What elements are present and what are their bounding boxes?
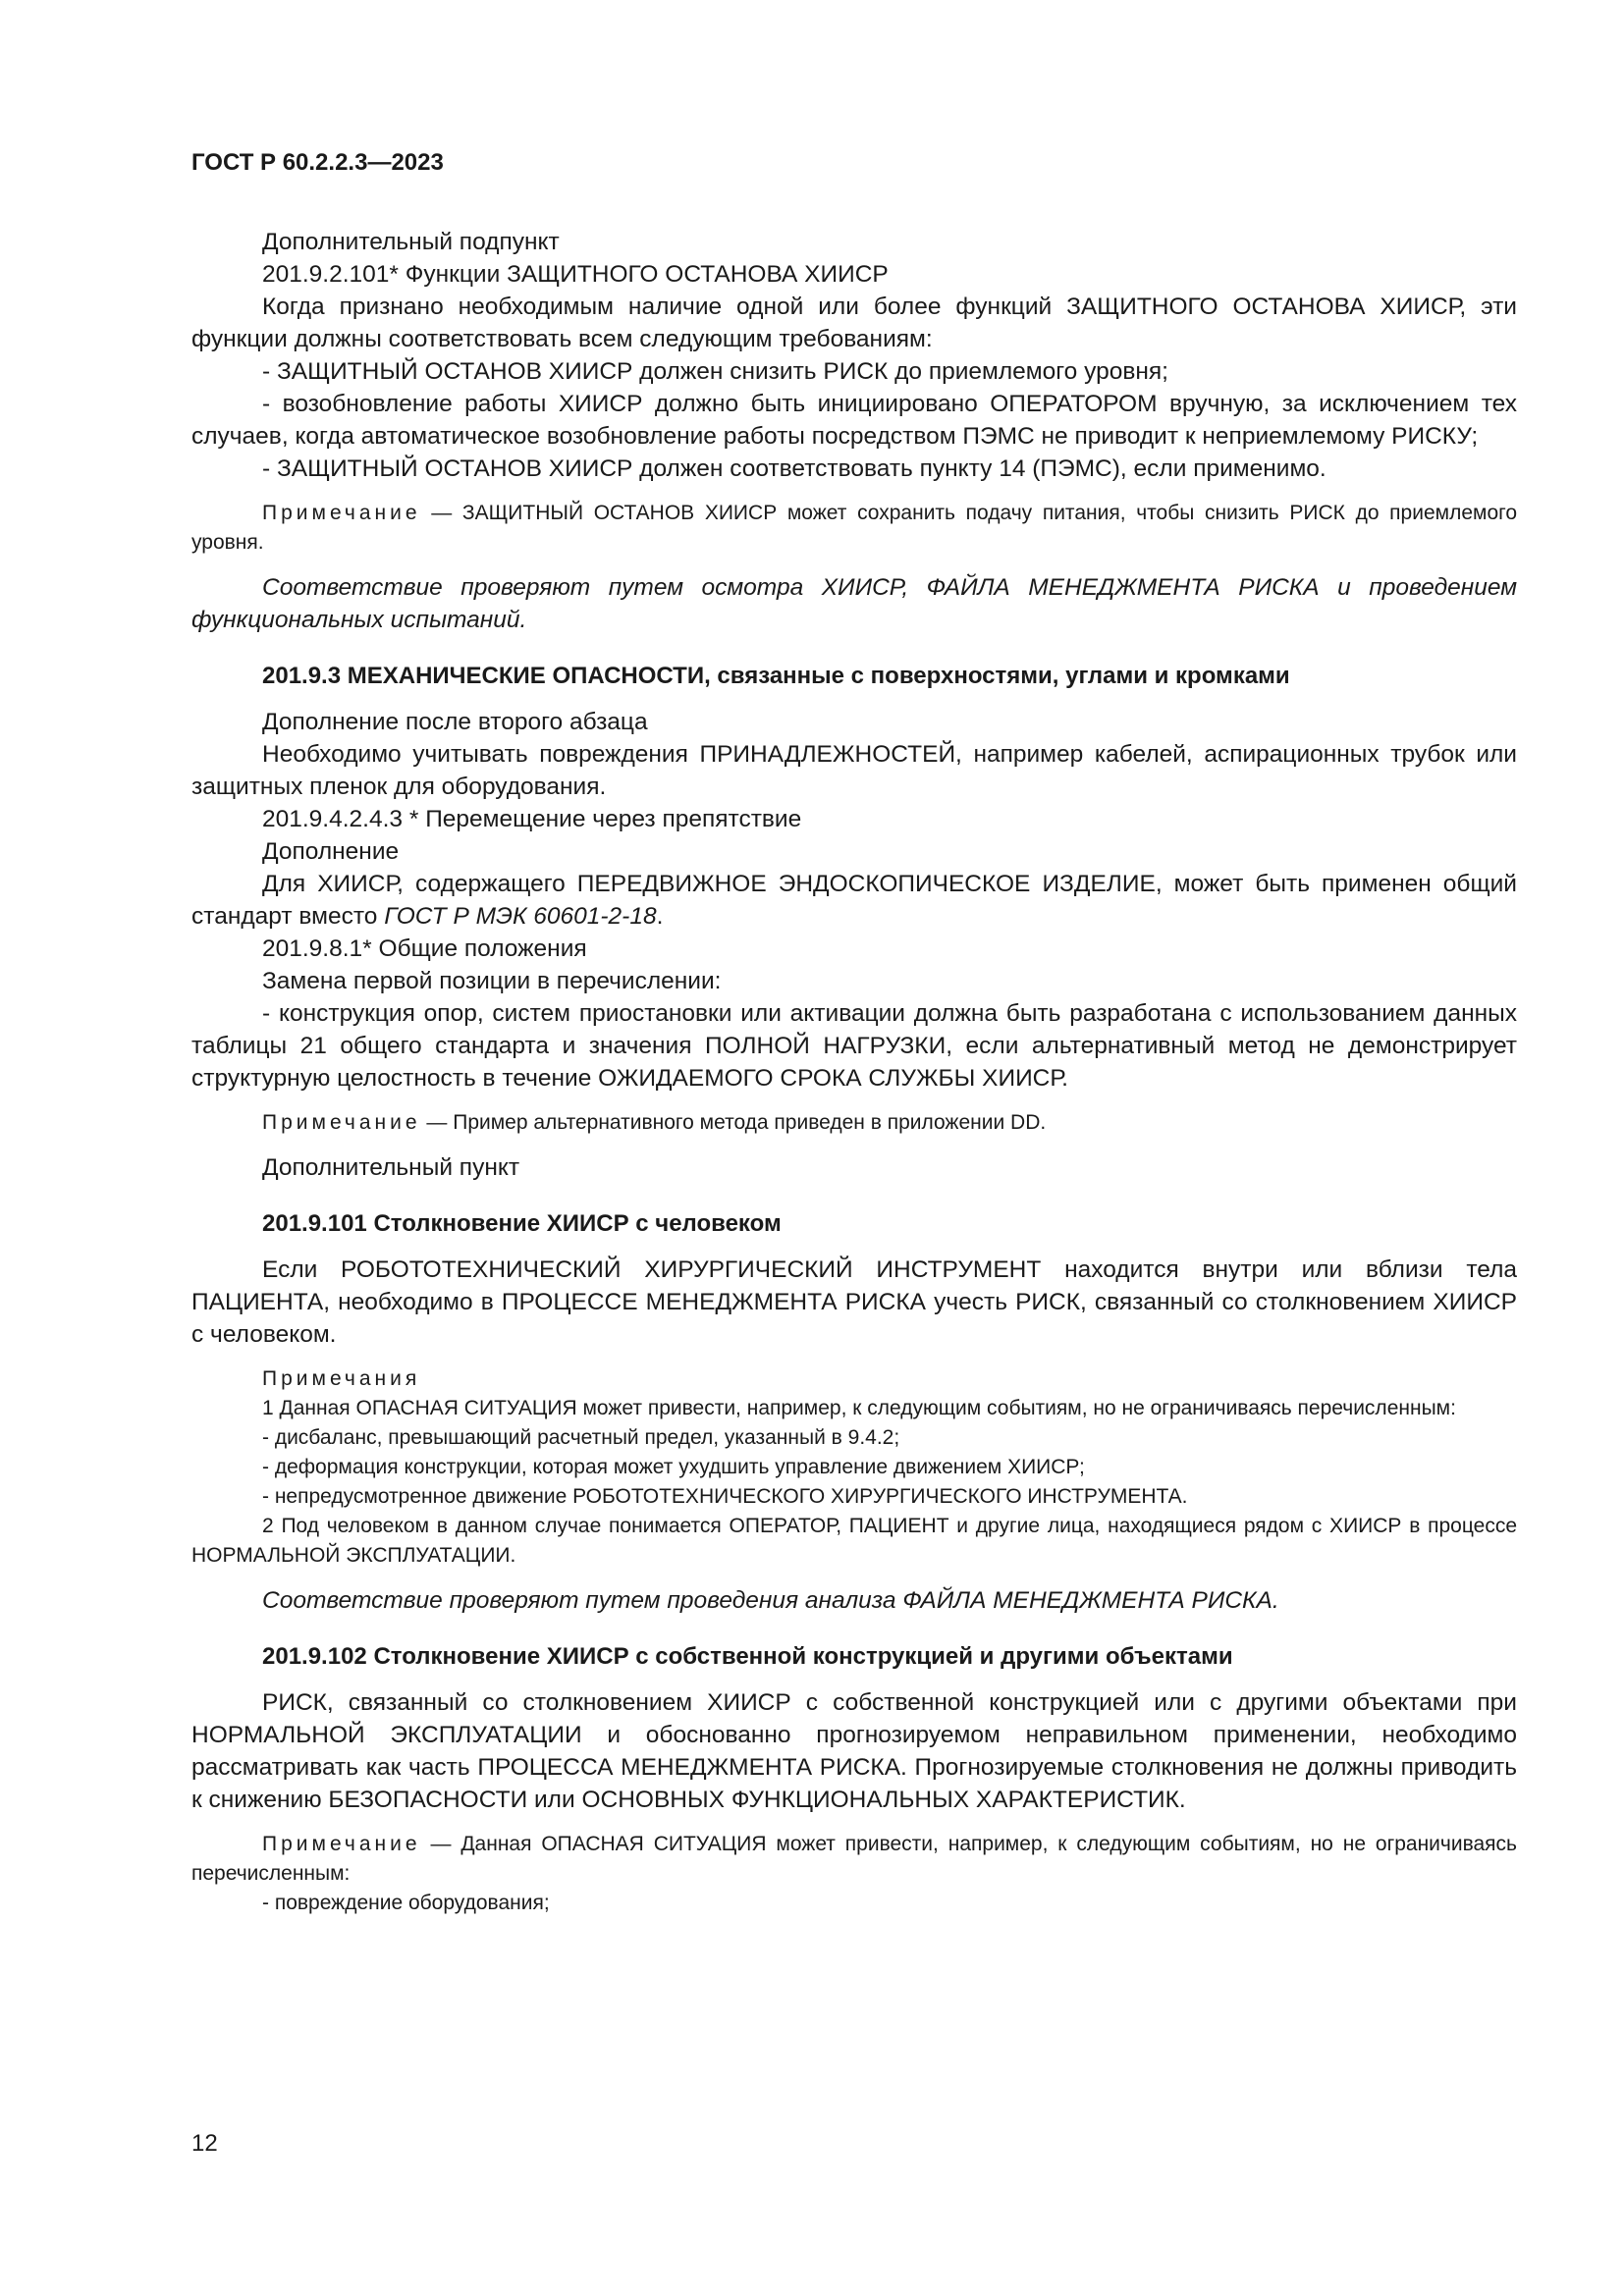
subclause-heading: 201.9.4.2.4.3 * Перемещение через препятствие bbox=[262, 806, 802, 832]
note-text: — Данная ОПАСНАЯ СИТУАЦИЯ может привести, например, к следующим событиям, но не ограничиваясь перечисленным: bbox=[191, 1833, 1517, 1885]
note bbox=[191, 1108, 1517, 1138]
paragraph: Если РОБОТОТЕХНИЧЕСКИЙ ХИРУРГИЧЕСКИЙ ИНСТРУМЕНТ находится внутри или вблизи тела ПАЦИЕНТА, необходимо в ПРОЦЕССЕ МЕНЕДЖМЕНТА РИСКА учесть РИСК, связанный со столкновением ХИИСР с человеком. bbox=[191, 1256, 1517, 1348]
note-list-item: - дисбаланс, превышающий расчетный предел, указанный в 9.4.2; bbox=[262, 1426, 900, 1449]
subclause-heading: 201.9.8.1* Общие положения bbox=[262, 935, 587, 962]
list-item: - конструкция опор, систем приостановки или активации должна быть разработана с использованием данных таблицы 21 общего стандарта и значения ПОЛНОЙ НАГРУЗКИ, если альтернативный метод не демонстрирует структурную целостность в течение ОЖИДАЕМОГО СРОКА СЛУЖБЫ ХИИСР. bbox=[191, 1000, 1517, 1092]
paragraph-end: . bbox=[656, 903, 664, 930]
paragraph: Дополнительный подпункт bbox=[262, 229, 560, 255]
paragraph: Необходимо учитывать повреждения ПРИНАДЛЕЖНОСТЕЙ, например кабелей, аспирационных трубок или защитных пленок для оборудования. bbox=[191, 741, 1517, 800]
paragraph: Дополнение после второго абзаца bbox=[262, 709, 648, 735]
compliance-check: Соответствие проверяют путем проведения анализа ФАЙЛА МЕНЕДЖМЕНТА РИСКА. bbox=[262, 1587, 1279, 1614]
document-header: ГОСТ Р 60.2.2.3—2023 bbox=[191, 149, 444, 176]
standard-reference: ГОСТ Р МЭК 60601-2-18 bbox=[384, 903, 657, 930]
note-text: — ЗАЩИТНЫЙ ОСТАНОВ ХИИСР может сохранить подачу питания, чтобы снизить РИСК до приемлемого уровня. bbox=[191, 502, 1517, 554]
paragraph-text: Для ХИИСР, содержащего ПЕРЕДВИЖНОЕ ЭНДОСКОПИЧЕСКОЕ ИЗДЕЛИЕ, может быть применен общий стандарт вместо bbox=[191, 871, 1517, 930]
list-item: - возобновление работы ХИИСР должно быть инициировано ОПЕРАТОРОМ вручную, за исключением тех случаев, когда автоматическое возобновление работы посредством ПЭМС не приводит к неприемлемому РИСКУ; bbox=[191, 391, 1517, 450]
compliance-check: Соответствие проверяют путем осмотра ХИИСР, ФАЙЛА МЕНЕДЖМЕНТА РИСКА и проведением функциональных испытаний. bbox=[191, 574, 1517, 633]
page-number: 12 bbox=[191, 2130, 218, 2157]
note-list-item: - непредусмотренное движение РОБОТОТЕХНИЧЕСКОГО ХИРУРГИЧЕСКОГО ИНСТРУМЕНТА. bbox=[262, 1485, 1188, 1508]
paragraph: Когда признано необходимым наличие одной или более функций ЗАЩИТНОГО ОСТАНОВА ХИИСР, эти функции должны соответствовать всем следующим требованиям: bbox=[191, 294, 1517, 352]
note-label: Примечание bbox=[262, 1111, 421, 1134]
document-body bbox=[191, 226, 1517, 1918]
paragraph: Дополнение bbox=[262, 838, 400, 865]
note-list-item: - повреждение оборудования; bbox=[262, 1892, 550, 1914]
section-heading: 201.9.101 Столкновение ХИИСР с человеком bbox=[262, 1210, 782, 1237]
note-list-item: - деформация конструкции, которая может ухудшить управление движением ХИИСР; bbox=[262, 1456, 1085, 1478]
note-item: 2 Под человеком в данном случае понимается ОПЕРАТОР, ПАЦИЕНТ и другие лица, находящиеся рядом с ХИИСР в процессе НОРМАЛЬНОЙ ЭКСПЛУАТАЦИИ. bbox=[191, 1515, 1517, 1567]
paragraph: РИСК, связанный со столкновением ХИИСР с собственной конструкцией или с другими объектами при НОРМАЛЬНОЙ ЭКСПЛУАТАЦИИ и обоснованно прогнозируемом неправильном применении, необходимо рассматривать как часть ПРОЦЕССА МЕНЕДЖМЕНТА РИСКА. Прогнозируемые столкновения не должны приводить к снижению БЕЗОПАСНОСТИ или ОСНОВНЫХ ФУНКЦИОНАЛЬНЫХ ХАРАКТЕРИСТИК. bbox=[191, 1689, 1517, 1813]
notes-label: Примечания bbox=[262, 1367, 421, 1390]
section-heading-rest: , связанные с поверхностями, углами и кромками bbox=[704, 663, 1290, 689]
note-item: 1 Данная ОПАСНАЯ СИТУАЦИЯ может привести, например, к следующим событиям, но не ограничиваясь перечисленным: bbox=[262, 1397, 1456, 1419]
subclause-heading: 201.9.2.101* Функции ЗАЩИТНОГО ОСТАНОВА ХИИСР bbox=[262, 261, 889, 288]
list-item: - ЗАЩИТНЫЙ ОСТАНОВ ХИИСР должен снизить РИСК до приемлемого уровня; bbox=[262, 358, 1168, 385]
section-heading: 201.9.102 Столкновение ХИИСР с собственной конструкцией и другими объектами bbox=[262, 1643, 1233, 1670]
section-heading-bold: 201.9.3 МЕХАНИЧЕСКИЕ ОПАСНОСТИ bbox=[262, 663, 705, 689]
note bbox=[191, 499, 1517, 558]
note-label: Примечание bbox=[262, 502, 421, 524]
paragraph bbox=[191, 868, 1517, 933]
paragraph: Замена первой позиции в перечислении: bbox=[262, 968, 722, 994]
note-label: Примечание bbox=[262, 1833, 421, 1855]
note bbox=[191, 1830, 1517, 1889]
section-heading bbox=[191, 660, 1517, 692]
list-item: - ЗАЩИТНЫЙ ОСТАНОВ ХИИСР должен соответствовать пункту 14 (ПЭМС), если применимо. bbox=[262, 455, 1326, 482]
paragraph: Дополнительный пункт bbox=[262, 1154, 520, 1181]
note-text: — Пример альтернативного метода приведен в приложении DD. bbox=[420, 1111, 1047, 1134]
